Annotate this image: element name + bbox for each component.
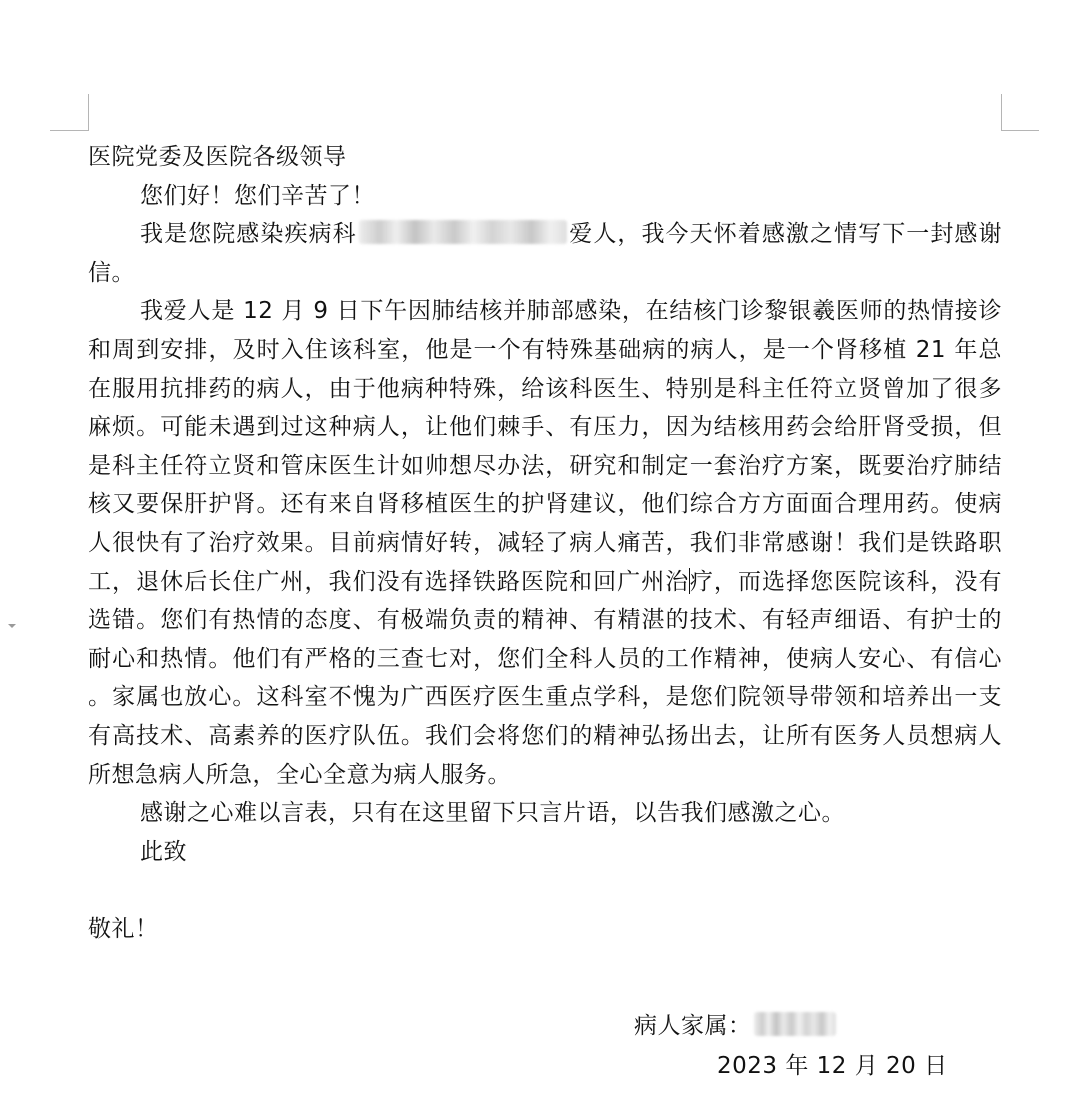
redacted-name-blur (359, 220, 567, 244)
intro-paragraph (88, 215, 1002, 292)
corner-mark-top-left (50, 130, 89, 131)
main-paragraph (88, 292, 1002, 794)
blank-line (88, 871, 1002, 910)
thanks-paragraph: 感谢之心难以言表，只有在这里留下只言片语，以告我们感激之心。 (140, 800, 845, 827)
corner-mark-top-right (1001, 94, 1002, 131)
corner-mark-top-right (1001, 130, 1039, 131)
intro-text: 我是您院感染疾病科 (140, 221, 357, 248)
salutation: 医院党委及医院各级领导 (88, 144, 347, 170)
greeting: 您们好！您们辛苦了！ (140, 182, 375, 209)
letter-body[interactable] (88, 138, 1002, 948)
corner-mark-top-left (88, 94, 89, 131)
redacted-signer-blur (754, 1012, 836, 1036)
main-paragraph-text: 我爱人是 12 月 9 日下午因肺结核并肺部感染，在结核门诊黎银羲医师的热情接诊和周到安排，及时入住该科室，他是一个有特殊基础病的病人，是一个肾移植 21 年总在服用抗排药的病人，由于他病种特殊，给该科医生、特别是科主任符立贤曾加了很多麻烦。可能未遇到过这种病人，让他们棘手、有压力，因为结核用药会给肝肾受损，但是科主任符立贤和管床医生计如帅想尽办法，研究和制定一套治疗方案，既要治疗肺结核又要保肝护肾。还有来自肾移植医生的护肾建议，他们综合方方面面合理用药。使病人很快有了治疗效果。目前病情好转，减轻了病人痛苦，我们非常感谢！我们是铁路职工，退休后长住广州，我们没有选择铁路医院和回广州治 (88, 298, 1002, 595)
closing: 此致 (140, 838, 187, 865)
intro-text-continued: 爱人，我今天怀着感激之情写下一封感谢信。 (88, 221, 1003, 286)
signer-label: 病人家属： (634, 1013, 752, 1039)
letter-date: 2023 年 12 月 20 日 (717, 1053, 948, 1079)
regards: 敬礼！ (88, 915, 159, 942)
main-paragraph-text-continued: 疗，而选择您医院该科，没有选错。您们有热情的态度、有极端负责的精神、有精湛的技术、有轻声细语、有护士的耐心和热情。他们有严格的三查七对，您们全科人员的工作精神，使病人安心、有信心。家属也放心。这科室不愧为广西医疗医生重点学科，是您们院领导带领和培养出一支有高技术、高素养的医疗队伍。我们会将您们的精神弘扬出去，让所有医务人员想病人所想急病人所急，全心全意为病人服务。 (88, 568, 1003, 788)
signature-line (634, 1007, 836, 1045)
margin-arrow-icon (8, 624, 16, 628)
